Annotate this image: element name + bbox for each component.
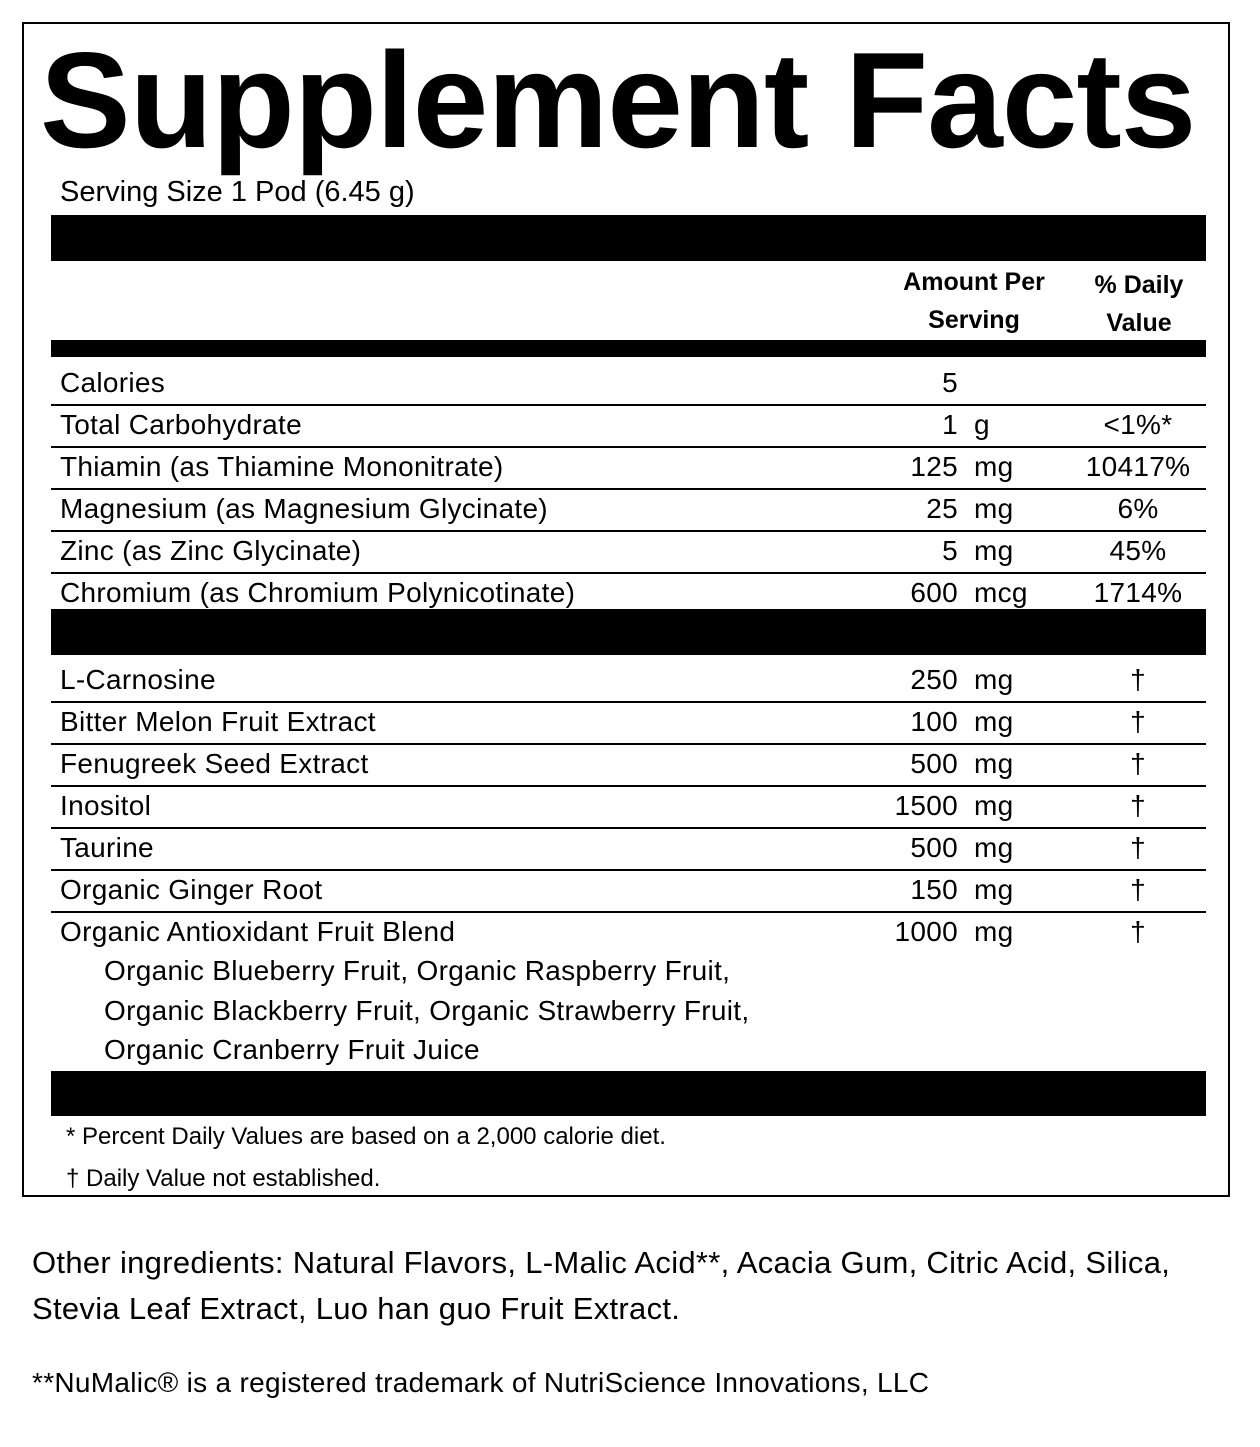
amount-value: 500 (910, 832, 958, 863)
amount-value: 1 (942, 409, 958, 440)
footnote-dagger: † Daily Value not established. (66, 1165, 381, 1192)
daily-value: 45% (1109, 535, 1167, 566)
amount-value: 150 (910, 874, 958, 905)
amount-value: 1000 (894, 916, 958, 947)
daily-value: † (1130, 874, 1146, 905)
trademark-note: **NuMalic® is a registered trademark of NutriScience Innovations, LLC (32, 1367, 930, 1398)
amount-value: 125 (910, 451, 958, 482)
table-row (51, 829, 1206, 871)
table-row (51, 787, 1206, 829)
amount-value: 100 (910, 706, 958, 737)
daily-value: † (1130, 790, 1146, 821)
blend-components (104, 951, 749, 1070)
amount-unit: mg (974, 916, 1014, 947)
thick-divider (51, 1071, 1206, 1116)
blend-component-line: Organic Blueberry Fruit, Organic Raspberry Fruit, (104, 955, 731, 986)
amount-header-line2: Serving (928, 306, 1020, 334)
amount-unit: mg (974, 832, 1014, 863)
daily-value: † (1130, 832, 1146, 863)
amount-per-serving-header (869, 263, 1079, 339)
table-row (51, 871, 1206, 913)
thick-divider (51, 609, 1206, 655)
amount-unit: mg (974, 748, 1014, 779)
amount-unit: mg (974, 706, 1014, 737)
amount-value: 5 (942, 367, 958, 398)
table-row (51, 661, 1206, 703)
amount-value: 5 (942, 535, 958, 566)
blend-component-line: Organic Blackberry Fruit, Organic Strawberry Fruit, (104, 994, 750, 1026)
amount-unit: mcg (974, 577, 1028, 608)
daily-value: † (1130, 664, 1146, 695)
dv-header-line1: % Daily (1094, 271, 1184, 299)
daily-value: † (1130, 706, 1146, 737)
amount-unit: mg (974, 493, 1014, 524)
daily-value: <1%* (1103, 409, 1173, 440)
daily-value: 1714% (1093, 577, 1183, 608)
blend-component-line: Organic Cranberry Fruit Juice (104, 1034, 480, 1065)
nutrient-name: Zinc (as Zinc Glycinate) (60, 535, 362, 566)
nutrient-name: Chromium (as Chromium Polynicotinate) (60, 577, 576, 608)
table-row (51, 745, 1206, 787)
nutrient-name: Total Carbohydrate (60, 409, 302, 440)
table-row (51, 703, 1206, 745)
nutrient-name: Bitter Melon Fruit Extract (60, 706, 376, 737)
daily-value: † (1130, 916, 1146, 947)
nutrient-name: Organic Ginger Root (60, 874, 323, 905)
amount-unit: mg (974, 535, 1014, 566)
nutrient-name: Thiamin (as Thiamine Mononitrate) (60, 451, 504, 482)
amount-unit: mg (974, 451, 1014, 482)
daily-value: 6% (1117, 493, 1159, 524)
footnote-percent-daily-value: * Percent Daily Values are based on a 2,000 calorie diet. (66, 1123, 666, 1150)
table-row (51, 490, 1206, 532)
amount-value: 250 (910, 664, 958, 695)
supplement-facts-panel (22, 22, 1230, 1197)
amount-unit: g (974, 409, 990, 440)
daily-value: 10417% (1085, 451, 1191, 482)
table-row (51, 913, 1206, 955)
amount-value: 500 (910, 748, 958, 779)
other-ingredients: Other ingredients: Natural Flavors, L-Malic Acid**, Acacia Gum, Citric Acid, Silica, Stevia Leaf Extract, Luo han guo Fruit Extract. (32, 1245, 1171, 1326)
nutrient-name: Magnesium (as Magnesium Glycinate) (60, 493, 548, 524)
thick-divider (51, 215, 1206, 261)
nutrient-name: Fenugreek Seed Extract (60, 748, 369, 779)
nutrient-name: Calories (60, 367, 166, 398)
amount-unit: mg (974, 874, 1014, 905)
panel-title: Supplement Facts (40, 24, 1196, 176)
amount-header-line1: Amount Per (903, 268, 1045, 296)
daily-value: † (1130, 748, 1146, 779)
amount-unit: mg (974, 790, 1014, 821)
serving-size: Serving Size 1 Pod (6.45 g) (60, 176, 415, 208)
amount-value: 600 (910, 577, 958, 608)
table-row (51, 448, 1206, 490)
nutrient-name: Taurine (60, 832, 154, 863)
medium-divider (51, 340, 1206, 357)
nutrient-name: Organic Antioxidant Fruit Blend (60, 916, 456, 947)
nutrient-name: Inositol (60, 790, 152, 821)
nutrient-name: L-Carnosine (60, 664, 216, 695)
daily-value-header (1074, 266, 1204, 342)
amount-unit: mg (974, 664, 1014, 695)
table-row (51, 532, 1206, 574)
amount-value: 1500 (894, 790, 958, 821)
table-row (51, 364, 1206, 406)
table-row (51, 406, 1206, 448)
dv-header-line2: Value (1106, 309, 1172, 337)
amount-value: 25 (926, 493, 958, 524)
